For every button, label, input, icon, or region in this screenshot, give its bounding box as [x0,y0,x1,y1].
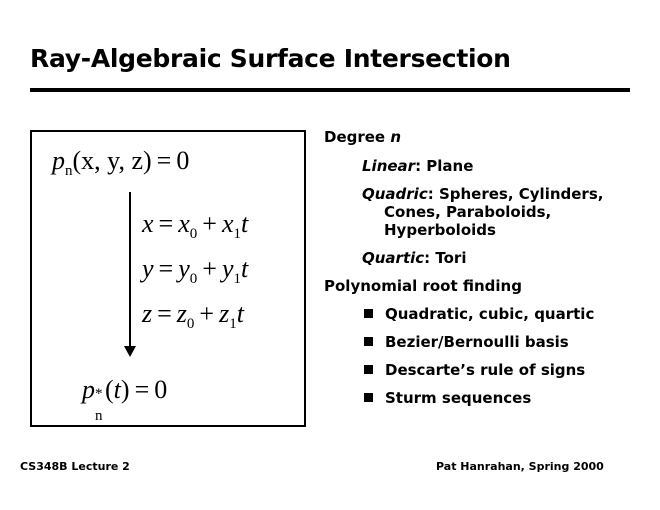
ray-equation-z: $z = z_0 + z_1t$ [142,299,244,332]
bullet-item: Sturm sequences [364,389,531,407]
eq-symbol-p: p [52,146,65,175]
root-finding-heading: Polynomial root finding [324,277,522,295]
eq-args: (x, y, z) [72,146,152,175]
square-bullet-icon [364,337,373,346]
footer-course: CS348B Lecture 2 [20,460,130,473]
substituted-polynomial-equation: p * n (t) = 0 [82,375,168,424]
ray-equation-x: $x = x_0 + x_1t$ [142,209,249,242]
bullet-item: Descarte’s rule of signs [364,361,585,379]
bullet-item: Bezier/Bernoulli basis [364,333,569,351]
footer-author: Pat Hanrahan, Spring 2000 [436,460,604,473]
eq-subscript-n: n [65,163,73,179]
quartic-item: Quartic: Tori [362,249,467,267]
equation-box [30,130,306,427]
square-bullet-icon [364,309,373,318]
ray-equation-y: $y = y_0 + y_1t$ [142,254,249,287]
eq-equals: = [156,146,172,175]
eq-zero: 0 [176,146,190,175]
degree-heading: Degree n [324,128,402,146]
quadric-item: Quadric: Spheres, Cylinders, Cones, Paraboloids, Hyperboloids [362,185,604,239]
title-divider [30,88,630,92]
down-arrow-icon [124,346,136,357]
bullet-item: Quadratic, cubic, quartic [364,305,594,323]
slide-title: Ray-Algebraic Surface Intersection [30,44,511,73]
implicit-surface-equation [52,146,190,179]
square-bullet-icon [364,393,373,402]
linear-item: Linear: Plane [362,157,474,175]
square-bullet-icon [364,365,373,374]
substitution-arrow-line [129,192,131,350]
